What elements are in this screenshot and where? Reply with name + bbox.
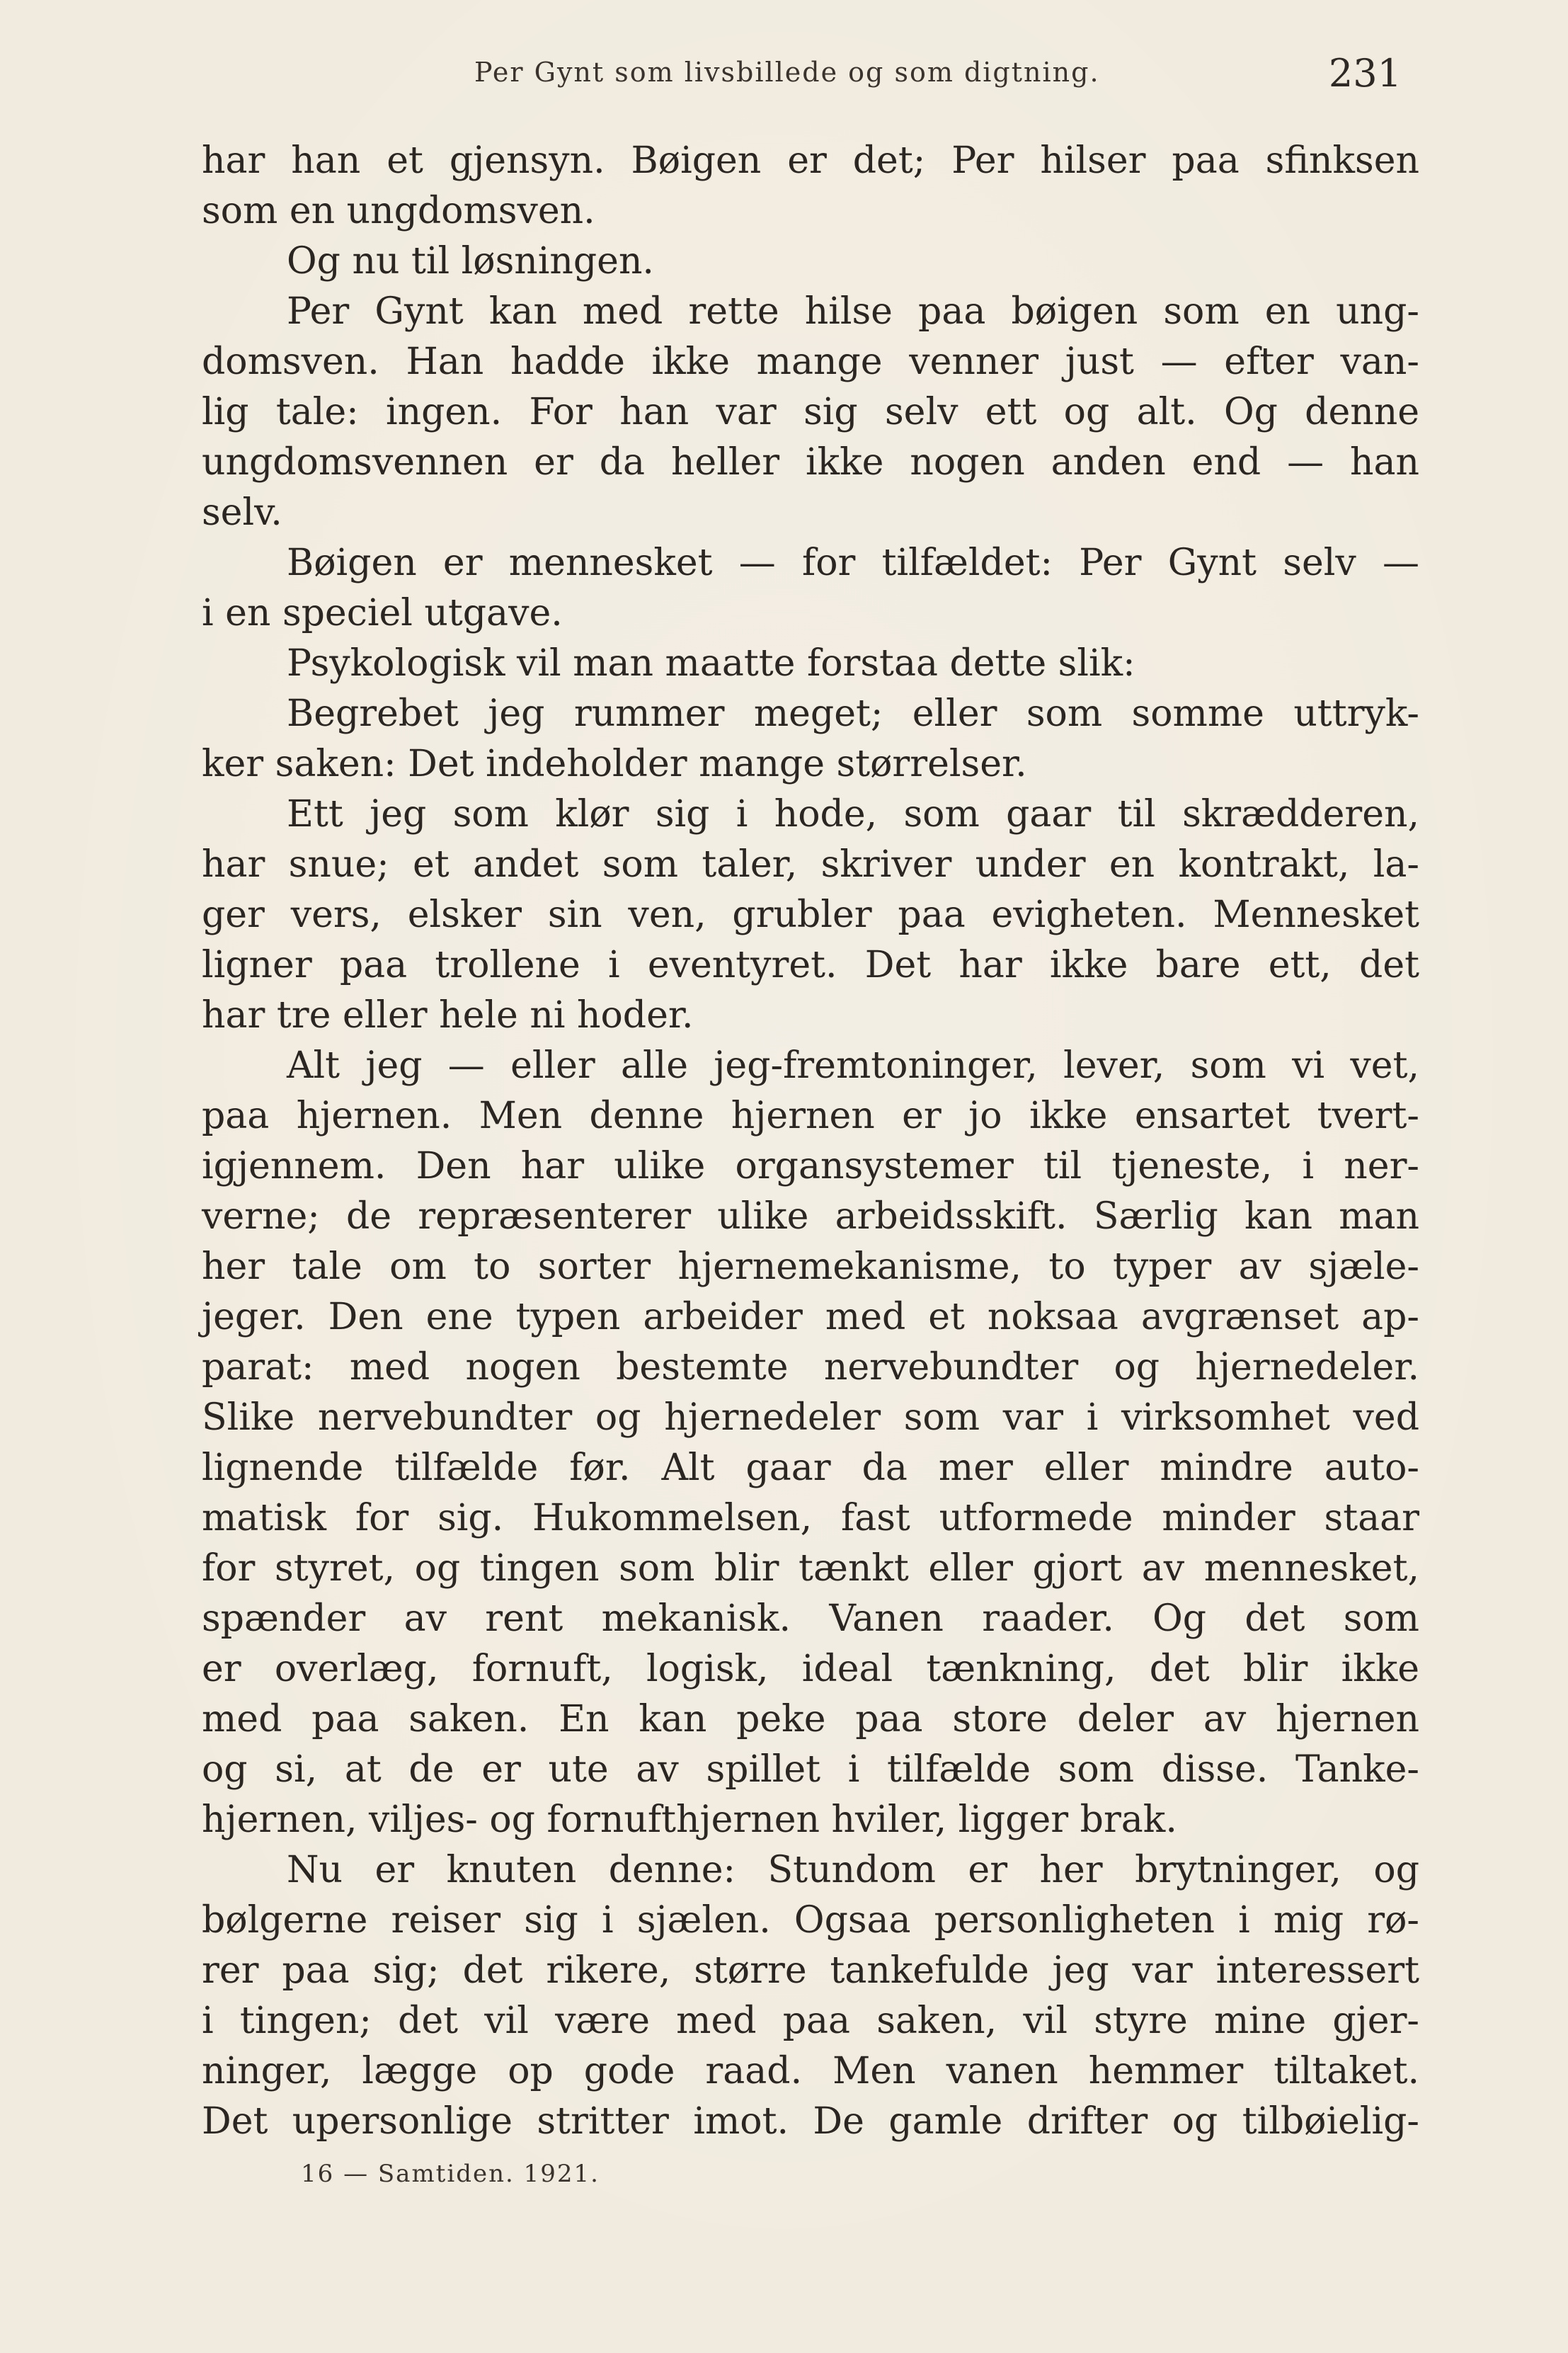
text-line: bølgerne reiser sig i sjælen. Ogsaa personligheten i mig rø-	[202, 1899, 1419, 1942]
running-title: Per Gynt som livsbillede og som digtning.	[474, 57, 1100, 88]
text-line: paa hjernen. Men denne hjernen er jo ikke ensartet tvert-	[202, 1095, 1419, 1137]
text-line: har snue; et andet som taler, skriver under en kontrakt, la-	[202, 843, 1419, 886]
text-line: spænder av rent mekanisk. Vanen raader. Og det som	[202, 1597, 1419, 1640]
text-line: igjennem. Den har ulike organsystemer til tjeneste, i ner-	[202, 1145, 1419, 1187]
text-line: Det upersonlige stritter imot. De gamle drifter og tilbøielig-	[202, 2100, 1419, 2143]
text-line: selv.	[202, 491, 282, 534]
text-line: domsven. Han hadde ikke mange venner just — efter van-	[202, 341, 1419, 383]
signature-mark: 16 — Samtiden. 1921.	[301, 2160, 600, 2188]
text-line: Bøigen er mennesket — for tilfældet: Per Gynt selv —	[287, 542, 1419, 584]
text-line: jeger. Den ene typen arbeider med et noksaa avgrænset ap-	[202, 1296, 1419, 1338]
text-line: Ett jeg som klør sig i hode, som gaar til skrædderen,	[287, 793, 1419, 836]
text-line: som en ungdomsven.	[202, 190, 595, 232]
text-line: Psykologisk vil man maatte forstaa dette slik:	[287, 642, 1135, 685]
text-line: ger vers, elsker sin ven, grubler paa evigheten. Mennesket	[202, 894, 1419, 936]
text-line: i tingen; det vil være med paa saken, vil styre mine gjer-	[202, 2000, 1419, 2042]
text-line: Nu er knuten denne: Stundom er her brytninger, og	[287, 1849, 1419, 1891]
text-line: verne; de repræsenterer ulike arbeidsskift. Særlig kan man	[202, 1195, 1419, 1238]
text-line: er overlæg, fornuft, logisk, ideal tænkning, det blir ikke	[202, 1648, 1419, 1690]
text-line: ker saken: Det indeholder mange størrelser.	[202, 743, 1027, 785]
text-line: lignende tilfælde før. Alt gaar da mer eller mindre auto-	[202, 1447, 1419, 1489]
text-line: Slike nervebundter og hjernedeler som var i virksomhet ved	[202, 1396, 1419, 1439]
text-line: rer paa sig; det rikere, større tankefulde jeg var interessert	[202, 1949, 1419, 1992]
page-number: 231	[1328, 51, 1402, 96]
text-line: med paa saken. En kan peke paa store deler av hjernen	[202, 1698, 1419, 1740]
text-line: har han et gjensyn. Bøigen er det; Per hilser paa sfinksen	[202, 139, 1419, 182]
text-line: har tre eller hele ni hoder.	[202, 994, 694, 1037]
text-line: Per Gynt kan med rette hilse paa bøigen som en ung-	[287, 290, 1419, 333]
text-line: lig tale: ingen. For han var sig selv ett og alt. Og denne	[202, 391, 1419, 433]
text-line: hjernen, viljes- og fornufthjernen hviler, ligger brak.	[202, 1799, 1177, 1841]
text-line: Og nu til løsningen.	[287, 240, 654, 283]
text-line: Begrebet jeg rummer meget; eller som somme uttryk-	[287, 693, 1419, 735]
text-line: i en speciel utgave.	[202, 592, 563, 634]
text-line: ungdomsvennen er da heller ikke nogen anden end — han	[202, 441, 1419, 484]
text-line: her tale om to sorter hjernemekanisme, to typer av sjæle-	[202, 1246, 1419, 1288]
text-line: matisk for sig. Hukommelsen, fast utformede minder staar	[202, 1497, 1419, 1539]
text-line: ligner paa trollene i eventyret. Det har ikke bare ett, det	[202, 944, 1419, 986]
text-line: parat: med nogen bestemte nervebundter og hjernedeler.	[202, 1346, 1419, 1389]
text-line: ninger, lægge op gode raad. Men vanen hemmer tiltaket.	[202, 2050, 1419, 2092]
text-line: og si, at de er ute av spillet i tilfælde som disse. Tanke-	[202, 1748, 1419, 1791]
text-line: for styret, og tingen som blir tænkt eller gjort av mennesket,	[202, 1547, 1419, 1590]
running-head	[198, 51, 1402, 106]
text-line: Alt jeg — eller alle jeg-fremtoninger, lever, som vi vet,	[287, 1044, 1419, 1087]
